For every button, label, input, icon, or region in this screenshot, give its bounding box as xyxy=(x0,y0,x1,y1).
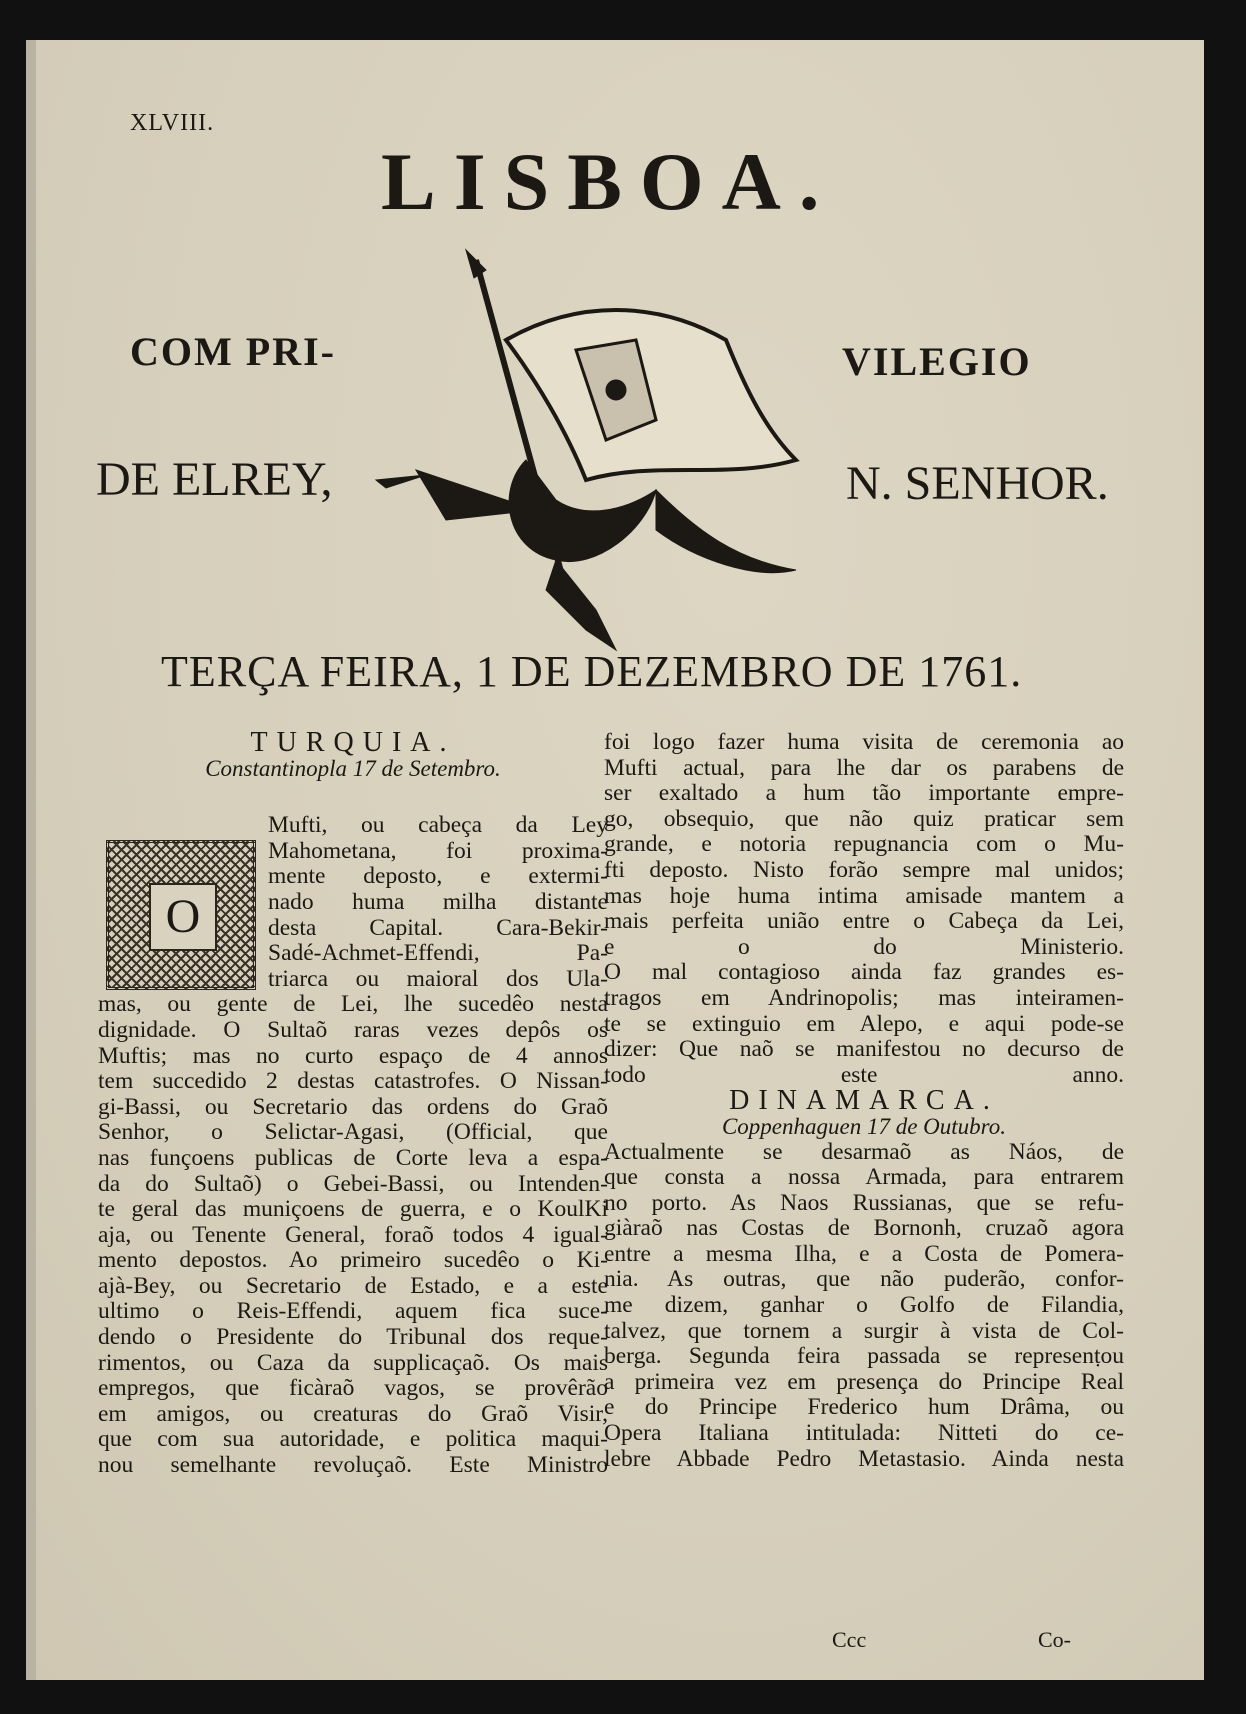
text-line: nado huma milha distante xyxy=(268,889,608,915)
text-line: fti deposto. Nisto forão sempre mal unidos; xyxy=(604,857,1124,883)
text-line: mento depostos. Ao primeiro sucedêo o Ki- xyxy=(98,1248,608,1274)
text-line: mas, ou gente de Lei, lhe sucedêo nesta xyxy=(98,992,608,1018)
text-line: ultimo o Reis-Effendi, aquem fica suce- xyxy=(98,1299,608,1325)
text-line: nia. As outras, que não puderão, confor- xyxy=(604,1267,1124,1293)
text-line: e o do Ministerio. xyxy=(604,934,1124,960)
text-line: em amigos, ou creaturas do Graõ Visir, xyxy=(98,1401,608,1427)
section-heading-dinamarca: DINAMARCA. xyxy=(729,1088,999,1114)
issue-number: XLVIII. xyxy=(130,110,215,136)
text-line: me dizem, ganhar o Golfo de Filandia, xyxy=(604,1293,1124,1319)
text-line: entre a mesma Ilha, e a Costa de Pomera- xyxy=(604,1241,1124,1267)
text-line: triarca ou maioral dos Ula- xyxy=(268,966,608,992)
text-line: ser exaltado a hum tão importante empre- xyxy=(604,781,1124,807)
text-line: Actualmente se desarmaõ as Náos, de xyxy=(604,1139,1124,1165)
dateline-coppenhaguen: Coppenhaguen 17 de Outubro. xyxy=(721,1113,1007,1139)
text-line: Sadé-Achmet-Effendi, Pa- xyxy=(268,941,608,967)
text-line: Mahometana, foi proxima- xyxy=(268,838,608,864)
text-line: nas funçoens publicas de Corte leva a espa- xyxy=(98,1145,608,1171)
privilege-right-2: N. SENHOR. xyxy=(846,457,1109,510)
signature-mark: Ccc xyxy=(832,1627,867,1652)
text-line: Mufti, ou cabeça da Ley xyxy=(268,813,608,839)
text-line: que consta a nossa Armada, para entrarem xyxy=(604,1165,1124,1191)
text-line: Senhor, o Selictar-Agasi, (Official, que xyxy=(98,1120,608,1146)
text-line: aja, ou Tenente General, foraõ todos 4 igual- xyxy=(98,1222,608,1248)
left-column xyxy=(98,730,608,1479)
text-line: gi-Bassi, ou Secretario das ordens do Graõ xyxy=(98,1094,608,1120)
text-line: e do Principe Frederico hum Drâma, ou xyxy=(604,1395,1124,1421)
text-line: mais perfeita união entre o Cabeça da Lei, xyxy=(604,909,1124,935)
text-line: dendo o Presidente do Tribunal dos reque- xyxy=(98,1325,608,1351)
text-line: nou semelhante revoluçaõ. Este Ministro xyxy=(98,1453,608,1479)
text-line: te se extinguio em Alepo, e aqui pode-se xyxy=(604,1011,1124,1037)
text-line: que com sua autoridade, e politica maqui- xyxy=(98,1427,608,1453)
text-line: todo este anno. xyxy=(604,1062,1124,1088)
privilege-left-2: DE ELREY, xyxy=(96,453,333,506)
text-line: desta Capital. Cara-Bekir- xyxy=(268,915,608,941)
text-line: berga. Segunda feira passada se represenṭou xyxy=(604,1344,1124,1370)
text-line: grande, e notoria repugnancia com o Mu- xyxy=(604,832,1124,858)
text-line: lebre Abbade Pedro Metastasio. Ainda nesta xyxy=(604,1446,1124,1472)
text-line: giàraõ nas Costas de Bornonh, cruzaõ agora xyxy=(604,1216,1124,1242)
text-line: empregos, que ficàraõ vagos, se provêrão xyxy=(98,1376,608,1402)
text-line: tem succedido 2 destas catastrofes. O Nissan- xyxy=(98,1069,608,1095)
masthead-title: LISBOA. xyxy=(381,136,838,227)
text-line: a primeira vez em presença do Principe Real xyxy=(604,1369,1124,1395)
text-line: no porto. As Naos Russianas, que se refu- xyxy=(604,1190,1124,1216)
text-line: ajà-Bey, ou Secretario de Estado, e a este xyxy=(98,1273,608,1299)
newspaper-page xyxy=(26,40,1204,1680)
dateline-constantinopla: Constantinopla 17 de Setembro. xyxy=(205,755,501,781)
text-line: te geral das muniçoens de guerra, e o KoulKi xyxy=(98,1197,608,1223)
text-line: foi logo fazer huma visita de ceremonia ao xyxy=(604,730,1124,755)
text-line: talvez, que tornem a surgir à vista de Col- xyxy=(604,1318,1124,1344)
text-line: mas hoje huma intima amisade mantem a xyxy=(604,883,1124,909)
text-line: Muftis; mas no curto espaço de 4 annos xyxy=(98,1043,608,1069)
privilege-left: COM PRI- xyxy=(130,329,336,374)
catchword: Co- xyxy=(1038,1627,1071,1652)
text-line: rimentos, ou Caza da supplicaçaõ. Os mais xyxy=(98,1350,608,1376)
text-line: mente deposto, e extermi- xyxy=(268,864,608,890)
section-heading-turquia: TURQUIA. xyxy=(250,730,456,756)
text-line: go, obsequio, que não quiz praticar sem xyxy=(604,806,1124,832)
issue-date: TERÇA FEIRA, 1 DE DEZEMBRO DE 1761. xyxy=(161,647,1023,696)
text-line: da do Sultaõ) o Gebei-Bassi, ou Intenden- xyxy=(98,1171,608,1197)
emblem-icon xyxy=(356,230,836,660)
page-spine xyxy=(26,40,36,1680)
text-line: Opera Italiana intitulada: Nitteti do ce- xyxy=(604,1421,1124,1447)
drop-cap-letter: O xyxy=(149,883,217,951)
text-line: dizer: Que naõ se manifestou no decurso de xyxy=(604,1037,1124,1063)
text-line: Mufti actual, para lhe dar os parabens de xyxy=(604,755,1124,781)
text-line: tragos em Andrinopolis; mas inteiramen- xyxy=(604,985,1124,1011)
privilege-right: VILEGIO xyxy=(842,339,1032,384)
text-line: dignidade. O Sultaõ raras vezes depôs os xyxy=(98,1017,608,1043)
right-column xyxy=(604,730,1124,1472)
text-line: O mal contagioso ainda faz grandes es- xyxy=(604,960,1124,986)
